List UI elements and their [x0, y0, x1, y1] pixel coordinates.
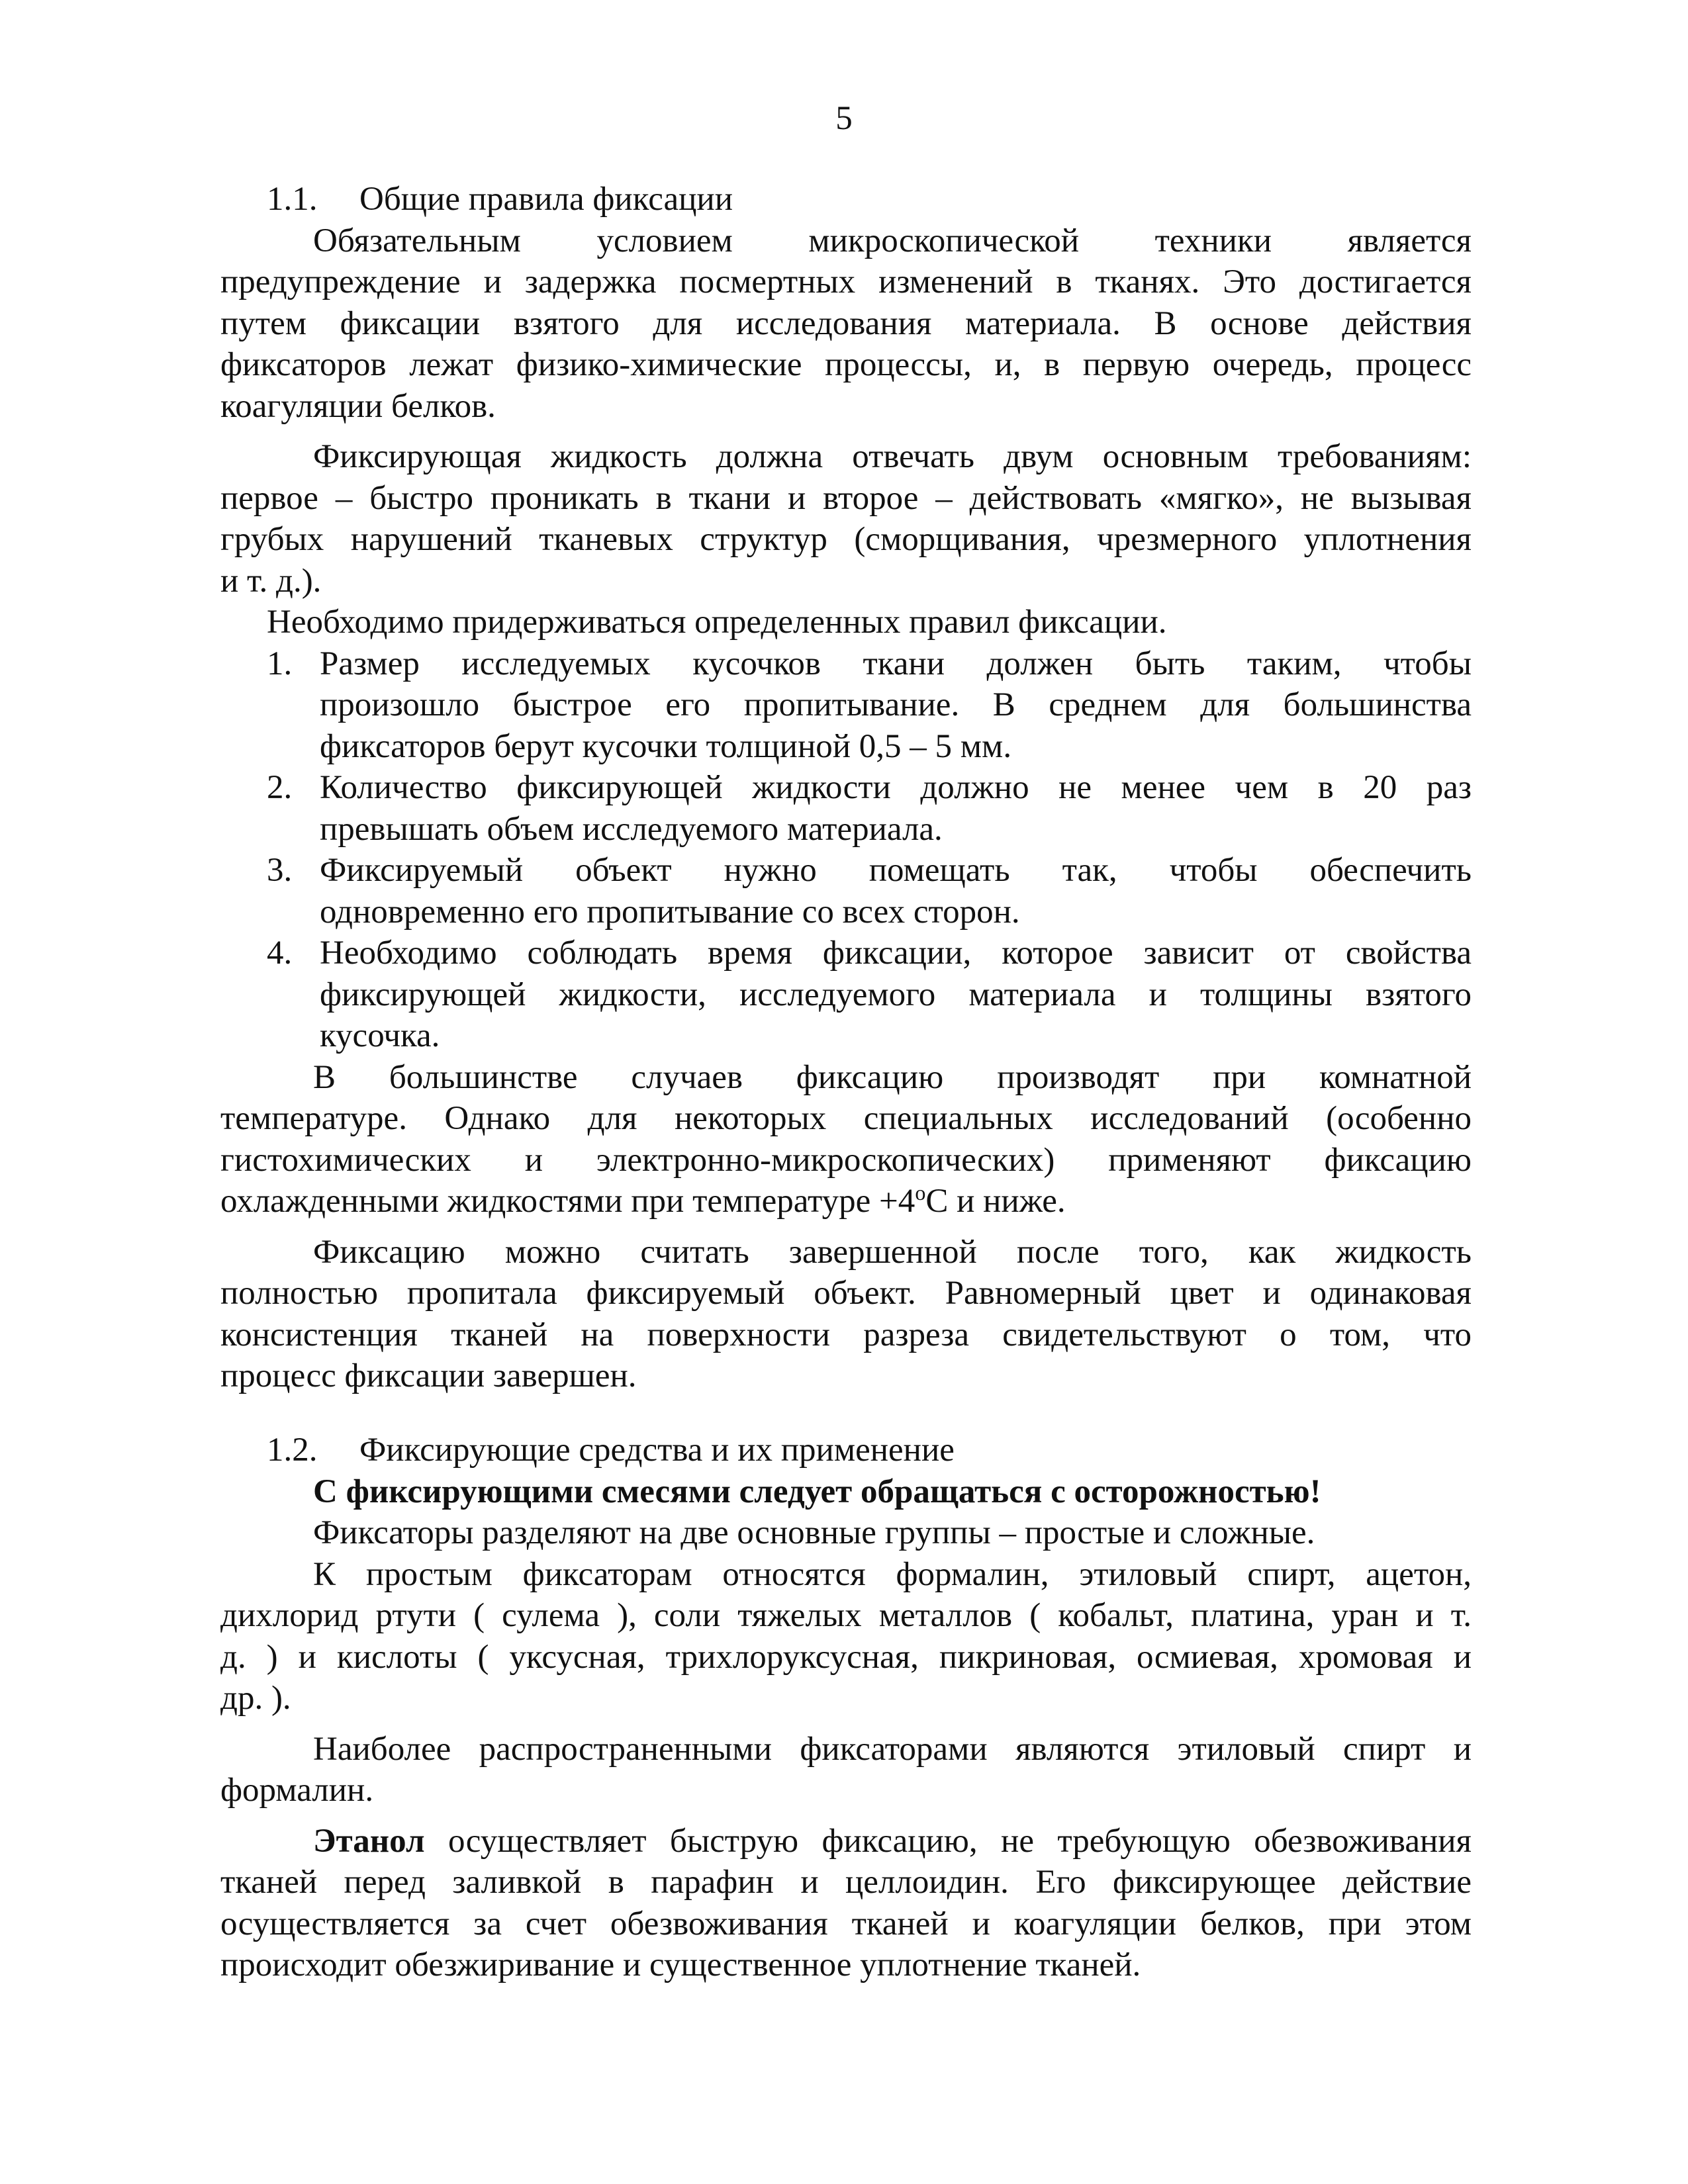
rules-intro: Необходимо придерживаться определенных правил фиксации.: [267, 604, 1167, 641]
ethanol-term: Этанол: [313, 1822, 425, 1860]
text-line: одновременно его пропитывание со всех сторон.: [320, 893, 1020, 931]
text-line: гистохимических и электронно-микроскопических) применяют фиксацию: [220, 1141, 1472, 1179]
paragraph-groups: Фиксаторы разделяют на две основные группы – простые и сложные.: [313, 1514, 1315, 1551]
page-number: 5: [835, 100, 853, 137]
text-line: полностью пропитала фиксируемый объект. Равномерный цвет и одинаковая: [220, 1275, 1472, 1312]
text-line: путем фиксации взятого для исследования материала. В основе действия: [220, 304, 1472, 342]
list-marker: 2.: [267, 769, 293, 806]
paragraph-simple-fixatives: [220, 1554, 1472, 1719]
text-line: фиксаторов берут кусочки толщиной 0,5 – 5 мм.: [320, 727, 1012, 765]
text-line: грубых нарушений тканевых структур (сморщивания, чрезмерного уплотнения: [220, 521, 1472, 558]
text-line: Наиболее распространенными фиксаторами являются этиловый спирт и: [313, 1730, 1472, 1768]
text-line: первое – быстро проникать в ткани и второе – действовать «мягко», не вызывая: [220, 479, 1472, 517]
text-line: коагуляции белков.: [220, 387, 496, 425]
text-line: процесс фиксации завершен.: [220, 1357, 637, 1394]
text-line: формалин.: [220, 1772, 374, 1809]
text-line: превышать объем исследуемого материала.: [320, 810, 943, 848]
list-item: [220, 850, 1472, 933]
paragraph-intro: [220, 220, 1472, 428]
degree-sign: о: [915, 1181, 926, 1205]
paragraph-common-fixatives: [220, 1729, 1472, 1811]
text-fragment: С и ниже.: [925, 1183, 1066, 1220]
list-item: [220, 643, 1472, 768]
text-line: консистенция тканей на поверхности разреза свидетельствуют о том, что: [220, 1316, 1472, 1353]
text-line: Необходимо соблюдать время фиксации, которое зависит от свойства: [320, 934, 1472, 972]
text-line: тканей перед заливкой в парафин и целлоидин. Его фиксирующее действие: [220, 1864, 1472, 1901]
text-line: [220, 1821, 1472, 1862]
text-fragment: охлажденными жидкостями при температуре +4: [220, 1183, 915, 1220]
list-marker: 4.: [267, 934, 293, 972]
text-fragment: осуществляет быструю фиксацию, не требующую обезвоживания: [424, 1822, 1472, 1860]
text-line: Количество фиксирующей жидкости должно не менее чем в 20 раз: [320, 769, 1472, 806]
paragraph-requirements: [220, 436, 1472, 602]
list-marker: 3.: [267, 852, 293, 889]
text-line: температуре. Однако для некоторых специальных исследований (особенно: [220, 1100, 1472, 1137]
paragraph-completion: [220, 1232, 1472, 1397]
text-line: др. ).: [220, 1680, 291, 1717]
list-item: [220, 767, 1472, 850]
section-title: Фиксирующие средства и их применение: [359, 1432, 955, 1469]
text-line: происходит обезжиривание и существенное уплотнение тканей.: [220, 1946, 1141, 1983]
text-line: Размер исследуемых кусочков ткани должен быть таким, чтобы: [320, 645, 1472, 682]
text-line: [220, 1181, 1472, 1222]
section-heading: [220, 179, 1472, 220]
text-line: фиксаторов лежат физико-химические процессы, и, в первую очередь, процесс: [220, 346, 1472, 383]
section-title: Общие правила фиксации: [359, 181, 733, 218]
text-line: К простым фиксаторам относятся формалин, этиловый спирт, ацетон,: [313, 1555, 1472, 1593]
section-number: 1.1.: [267, 181, 318, 218]
warning-text: [220, 1471, 1472, 1513]
list-marker: 1.: [267, 645, 293, 682]
text-line: осуществляется за счет обезвоживания тканей и коагуляции белков, при этом: [220, 1905, 1472, 1942]
section-number: 1.2.: [267, 1432, 318, 1469]
text-line: Обязательным условием микроскопической техники является: [313, 222, 1472, 259]
paragraph-ethanol: [220, 1821, 1472, 1986]
section-fixation-rules: [220, 179, 1472, 1397]
paragraph-temperature: [220, 1057, 1472, 1222]
text-line: д. ) и кислоты ( уксусная, трихлоруксусная, пикриновая, осмиевая, хромовая и: [220, 1638, 1472, 1676]
rules-list: [220, 643, 1472, 1057]
section-heading: [220, 1430, 1472, 1471]
text-line: произошло быстрое его пропитывание. В среднем для большинства: [320, 686, 1472, 723]
text-line: фиксирующей жидкости, исследуемого материала и толщины взятого: [320, 976, 1472, 1013]
text-line: дихлорид ртути ( сулема ), соли тяжелых металлов ( кобальт, платина, уран и т.: [220, 1597, 1472, 1634]
list-item: [220, 933, 1472, 1057]
text-line: кусочка.: [320, 1017, 440, 1054]
text-line: Фиксируемый объект нужно помещать так, чтобы обеспечить: [320, 852, 1472, 889]
text-line: Фиксацию можно считать завершенной после того, как жидкость: [313, 1233, 1472, 1271]
text-line: предупреждение и задержка посмертных изменений в тканях. Это достигается: [220, 263, 1472, 300]
text-line: В большинстве случаев фиксацию производят при комнатной: [313, 1058, 1472, 1096]
text-line: Фиксирующая жидкость должна отвечать двум основным требованиям:: [313, 438, 1472, 475]
section-fixatives: [220, 1430, 1472, 1986]
text-line: и т. д.).: [220, 562, 322, 600]
warning-bold: С фиксирующими смесями следует обращаться с осторожностью!: [313, 1473, 1321, 1510]
